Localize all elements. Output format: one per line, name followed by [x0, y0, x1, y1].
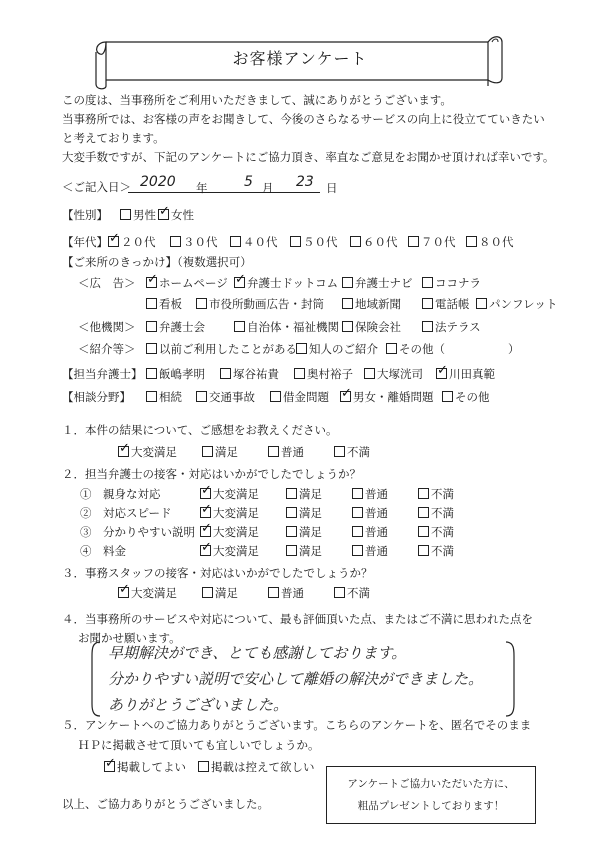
checkbox[interactable] [230, 236, 241, 247]
option-age-70s[interactable]: ７０代 [408, 234, 456, 250]
q3-text: ３．事務スタッフの接客・対応はいかがでしたでしょうか？ [62, 566, 373, 580]
q5-decline-publish[interactable]: 掲載は控えて欲しい [198, 759, 315, 775]
q2-choice[interactable] [286, 505, 322, 521]
q1-dissatisfied[interactable]: 不満 [334, 444, 370, 460]
checkbox[interactable] [196, 391, 207, 402]
checkbox[interactable] [268, 587, 279, 598]
option-lawyer-kawada[interactable]: ✓ 川田真範 [436, 366, 495, 382]
q2-choice-label: 満足 [299, 525, 322, 539]
date-day-unit: 日 [326, 181, 338, 195]
q3-dissatisfied[interactable]: 不満 [334, 585, 370, 601]
checkbox[interactable] [364, 368, 375, 379]
q2-choice-label: 不満 [431, 506, 454, 520]
checkbox[interactable] [334, 587, 345, 598]
checkbox[interactable] [290, 236, 301, 247]
q3-satisfied[interactable]: 満足 [202, 585, 238, 601]
intro-line-4: 大変手数ですが、下記のアンケートにご協力頂き、率直なご意見をお聞かせ頂ければ幸いです。 [62, 150, 555, 164]
org-label: ＜他機関＞ [78, 320, 136, 334]
option-age-40s[interactable]: ４０代 [230, 234, 278, 250]
date-label: ＜ご記入日＞ [62, 180, 131, 194]
q1-text: １．本件の結果について、ご感想をお教えください。 [62, 423, 338, 437]
date-year-unit: 年 [196, 181, 208, 195]
q2-choice-label: 普通 [365, 487, 388, 501]
option-other-field[interactable]: その他 [442, 389, 490, 405]
checkbox[interactable] [386, 343, 397, 354]
option-signboard[interactable]: 看板 [146, 296, 182, 312]
option-city-hall-ad[interactable]: 市役所動画広告・封筒 [196, 296, 324, 312]
checkbox[interactable] [202, 587, 213, 598]
option-gender-female[interactable]: ✓ 女性 [158, 207, 194, 223]
q2-choice-label: 普通 [365, 525, 388, 539]
checkbox-checked[interactable] [200, 545, 211, 556]
intro-line-2: 当事務所では、お客様の声をお聞きして、今後のさらなるサービスの向上に役立てていきたい [62, 112, 545, 126]
option-age-30s[interactable]: ３０代 [170, 234, 218, 250]
q2-choice-label: 大変満足 [213, 525, 259, 539]
checkbox[interactable] [342, 321, 353, 332]
checkbox-checked[interactable] [108, 236, 119, 247]
checkbox-checked[interactable] [200, 526, 211, 537]
checkbox-checked[interactable] [118, 587, 129, 598]
checkbox-checked[interactable] [234, 277, 245, 288]
intro-line-1: この度は、当事務所をご利用いただきまして、誠にありがとうございます。 [62, 93, 452, 107]
checkbox[interactable] [294, 368, 305, 379]
option-lawyer-okumura[interactable]: 奥村裕子 [294, 366, 353, 382]
q2-choice[interactable] [200, 543, 259, 559]
checkbox[interactable] [286, 488, 297, 499]
checkbox[interactable] [442, 391, 453, 402]
closing-text: 以上、ご協力ありがとうございました。 [62, 797, 269, 811]
checkbox-checked[interactable] [146, 277, 157, 288]
checkbox-checked[interactable] [158, 209, 169, 220]
q4-text-line-1: ４．当事務所のサービスや対応について、最も評価頂いた点、またはご不満に思われた点を [62, 612, 534, 626]
option-bar-association[interactable]: 弁護士会 [146, 319, 205, 335]
q2-text: ２．担当弁護士の接客・対応はいかがでしたでしょうか？ [62, 467, 361, 481]
option-inheritance[interactable]: 相続 [146, 389, 182, 405]
option-phonebook[interactable]: 電話帳 [422, 296, 470, 312]
checkbox[interactable] [234, 321, 245, 332]
checkbox[interactable] [342, 277, 353, 288]
option-gender-male[interactable]: 男性 [120, 207, 156, 223]
option-homepage[interactable]: ✓ ホームページ [146, 275, 228, 291]
q1-neutral[interactable]: 普通 [268, 444, 304, 460]
q2-choice-label: 不満 [431, 525, 454, 539]
q2-choice[interactable] [200, 505, 259, 521]
q2-row-label: ③ 分かりやすい説明 [80, 525, 195, 539]
q2-choice[interactable] [200, 524, 259, 540]
option-pamphlet[interactable]: パンフレット [476, 296, 557, 312]
option-lawyer-tsukaya[interactable]: 塚谷祐貴 [220, 366, 279, 382]
q2-choice[interactable] [286, 486, 322, 502]
date-line [128, 191, 320, 193]
checkbox[interactable] [220, 368, 231, 379]
checkbox[interactable] [408, 236, 419, 247]
date-month-unit: 月 [262, 181, 274, 195]
option-houterasu[interactable]: 法テラス [422, 319, 481, 335]
option-coconala[interactable]: ココナラ [422, 275, 481, 291]
checkbox[interactable] [418, 545, 429, 556]
checkbox[interactable] [286, 526, 297, 537]
checkbox[interactable] [476, 298, 487, 309]
option-lawyer-otsuka[interactable]: 大塚洸司 [364, 366, 423, 382]
option-municipality[interactable]: 自治体・福祉機関 [234, 319, 339, 335]
page-title: お客様アンケート [232, 49, 368, 68]
q4-answer-line-3[interactable]: ありがとうございました。 [108, 696, 289, 714]
q2-choice-label: 満足 [299, 487, 322, 501]
checkbox[interactable] [202, 446, 213, 457]
checkbox-checked[interactable] [200, 488, 211, 499]
lawyer-label: 【担当弁護士】 [62, 367, 143, 381]
checkbox[interactable] [352, 507, 363, 518]
checkbox-checked[interactable] [200, 507, 211, 518]
other-source-close-paren: ） [508, 342, 520, 356]
checkbox[interactable] [352, 545, 363, 556]
checkbox[interactable] [198, 761, 209, 772]
gift-box [326, 766, 536, 824]
checkbox[interactable] [270, 391, 281, 402]
checkbox[interactable] [268, 446, 279, 457]
q2-choice[interactable] [418, 524, 454, 540]
q2-choice-label: 普通 [365, 544, 388, 558]
option-lawyer-iijima[interactable]: 飯嶋孝明 [146, 366, 205, 382]
q4-answer-line-1[interactable]: 早期解決ができ、とても感謝しております。 [108, 644, 407, 662]
option-traffic-accident[interactable]: 交通事故 [196, 389, 255, 405]
q2-row-label: ① 親身な対応 [80, 487, 161, 501]
option-age-80s[interactable]: ８０代 [466, 234, 514, 250]
checkbox-checked[interactable] [340, 391, 351, 402]
q2-choice-label: 不満 [431, 544, 454, 558]
checkbox[interactable] [196, 298, 207, 309]
option-debt[interactable]: 借金問題 [270, 389, 329, 405]
q2-row-label: ② 対応スピード [80, 506, 172, 520]
q2-choice[interactable] [352, 486, 388, 502]
checkbox[interactable] [120, 209, 131, 220]
checkbox[interactable] [146, 298, 157, 309]
q4-answer-line-2[interactable]: 分かりやすい説明で安心して離婚の解決ができました。 [108, 670, 484, 688]
q5-text-line-1: ５．アンケートへのご協力ありがとうございます。こちらのアンケートを、匿名でそのまま [62, 718, 532, 732]
age-label: 【年代】 [62, 235, 108, 249]
checkbox[interactable] [418, 507, 429, 518]
option-local-paper[interactable]: 地域新聞 [342, 296, 401, 312]
ads-label: ＜広 告＞ [78, 276, 136, 290]
checkbox[interactable] [418, 526, 429, 537]
q1-very-satisfied[interactable]: ✓大変満足 [118, 444, 177, 460]
q2-choice-label: 満足 [299, 544, 322, 558]
q1-satisfied[interactable]: 満足 [202, 444, 238, 460]
q5-allow-publish[interactable]: ✓掲載してよい [104, 759, 186, 775]
q2-row-label: ④ 料金 [80, 544, 126, 558]
checkbox[interactable] [146, 368, 157, 379]
checkbox[interactable] [422, 298, 433, 309]
source-label: 【ご来所のきっかけ】（複数選択可） [62, 255, 252, 269]
option-age-60s[interactable]: ６０代 [350, 234, 398, 250]
option-other-source[interactable]: その他（ [386, 341, 445, 357]
q2-choice[interactable] [286, 543, 322, 559]
q4-text-line-2: お聞かせ願います。 [78, 631, 181, 645]
option-acquaintance[interactable]: 知人のご紹介 [296, 341, 378, 357]
checkbox[interactable] [422, 321, 433, 332]
intro-source-label: ＜紹介等＞ [78, 342, 136, 356]
q2-choice-label: 普通 [365, 506, 388, 520]
q2-choice-label: 大変満足 [213, 487, 259, 501]
checkbox-checked[interactable] [104, 761, 115, 772]
q2-choice[interactable] [200, 486, 259, 502]
option-age-50s[interactable]: ５０代 [290, 234, 338, 250]
intro-line-3: と考えております。 [62, 131, 165, 145]
q2-choice[interactable] [418, 486, 454, 502]
checkbox[interactable] [342, 298, 353, 309]
option-bengoshi-navi[interactable]: 弁護士ナビ [342, 275, 413, 291]
date-day-value[interactable]: 23 [296, 174, 314, 190]
q3-neutral[interactable]: 普通 [268, 585, 304, 601]
q2-choice[interactable] [352, 524, 388, 540]
gender-label: 【性別】 [62, 208, 108, 222]
q2-choice[interactable] [352, 543, 388, 559]
checkbox[interactable] [146, 343, 157, 354]
q2-choice-label: 大変満足 [213, 544, 259, 558]
checkbox[interactable] [350, 236, 361, 247]
checkbox[interactable] [352, 488, 363, 499]
checkbox[interactable] [286, 507, 297, 518]
checkbox[interactable] [334, 446, 345, 457]
gift-line-1: アンケートご協力いただいた方に、 [347, 778, 515, 790]
q5-text-line-2: ＨＰに掲載させて頂いても宜しいでしょうか。 [78, 738, 320, 752]
checkbox[interactable] [352, 526, 363, 537]
option-divorce[interactable]: ✓ 男女・離婚問題 [340, 389, 434, 405]
option-previous-use[interactable]: 以前ご利用したことがある [146, 341, 297, 357]
q2-choice-label: 不満 [431, 487, 454, 501]
checkbox-checked[interactable] [436, 368, 447, 379]
q2-choice[interactable] [418, 505, 454, 521]
date-month-value[interactable]: 5 [244, 174, 253, 190]
checkbox[interactable] [422, 277, 433, 288]
q2-choice[interactable] [352, 505, 388, 521]
option-age-20s[interactable]: ✓ ２０代 [108, 234, 156, 250]
option-bengoshi-dotcom[interactable]: ✓ 弁護士ドットコム [234, 275, 338, 291]
q2-choice-label: 満足 [299, 506, 322, 520]
checkbox[interactable] [146, 321, 157, 332]
checkbox[interactable] [296, 343, 307, 354]
checkbox-checked[interactable] [118, 446, 129, 457]
checkbox[interactable] [170, 236, 181, 247]
checkbox[interactable] [146, 391, 157, 402]
date-year-value[interactable]: 2020 [140, 174, 176, 190]
q2-choice[interactable] [418, 543, 454, 559]
checkbox[interactable] [418, 488, 429, 499]
option-insurance[interactable]: 保険会社 [342, 319, 401, 335]
q2-choice-label: 大変満足 [213, 506, 259, 520]
checkbox[interactable] [286, 545, 297, 556]
q2-choice[interactable] [286, 524, 322, 540]
q3-very-satisfied[interactable]: ✓大変満足 [118, 585, 177, 601]
gift-line-2: 粗品プレゼントしております！ [357, 800, 505, 812]
checkbox[interactable] [466, 236, 477, 247]
field-label: 【相談分野】 [62, 390, 131, 404]
